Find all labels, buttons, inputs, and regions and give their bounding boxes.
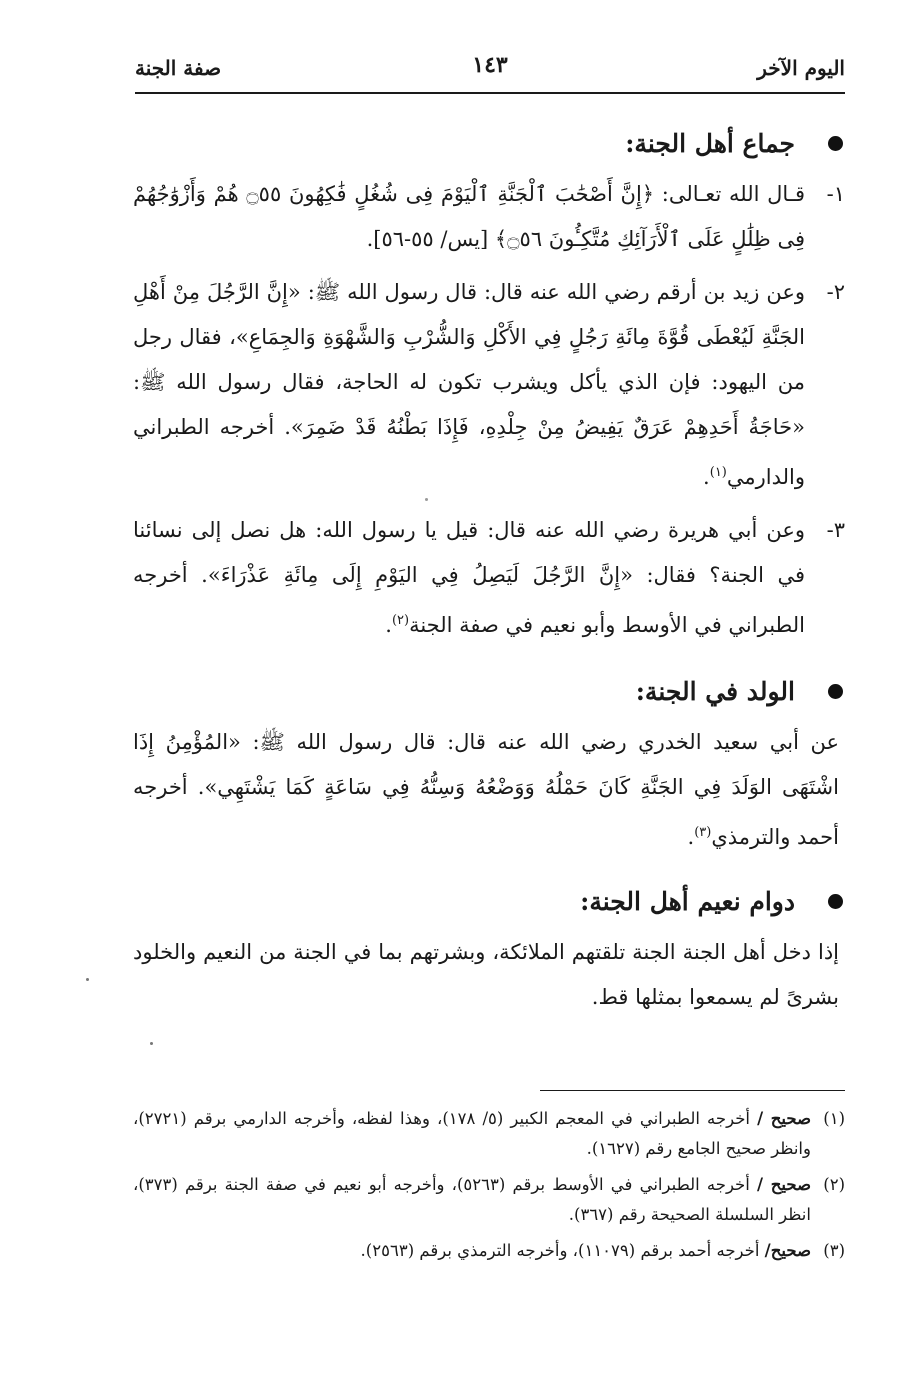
- section-heading: [133, 670, 845, 714]
- footnote: [133, 1104, 845, 1164]
- scan-speck: [150, 1042, 153, 1045]
- bullet-icon: [828, 136, 843, 151]
- section-heading-text: جماع أهل الجنة:: [625, 129, 795, 158]
- section-heading: [133, 122, 845, 166]
- footnote-text: أخرجه الطبراني في المعجم الكبير (٥/ ١٧٨)، وهذا لفظه، وأخرجه الدارمي برقم (٢٧٢١)، وانظر صحيح الجامع رقم (١٦٢٧).: [133, 1109, 811, 1158]
- item-number: ١-: [826, 182, 845, 206]
- paragraph-end-punct: .: [687, 825, 695, 849]
- bullet-icon: [828, 684, 843, 699]
- footnote-grade: صحيح /: [757, 1109, 811, 1128]
- paragraph-text: إذا دخل أهل الجنة الجنة تلقتهم الملائكة، وبشرتهم بما في الجنة من النعيم والخلود بشرىً لم يسمعوا بمثلها قط.: [133, 940, 839, 1009]
- item-text: قـال الله تعـالى: ﴿إِنَّ أَصْحَٰبَ ٱلْجَنَّةِ ٱلْيَوْمَ فِى شُغُلٍ فَٰكِهُونَ ۝٥٥ هُمْ وَأَزْوَٰجُهُمْ فِى ظِلَٰلٍ عَلَى ٱلْأَرَآئِكِ مُتَّكِـُٔونَ ۝٥٦﴾ [يس/ ٥٥-٥٦].: [133, 182, 805, 251]
- footnote-number: (١): [823, 1109, 845, 1128]
- paragraph-text: عن أبي سعيد الخدري رضي الله عنه قال: قال رسول الله ﷺ: «المُؤْمِنُ إِذَا اشْتَهَى الوَلَدَ فِي الجَنَّةِ كَانَ حَمْلُهُ وَوَضْعُهُ وَسِنُّهُ فِي سَاعَةٍ كَمَا يَشْتَهِي». أخرجه أحمد والترمذي: [133, 730, 839, 849]
- footnote-text: أخرجه أحمد برقم (١١٠٧٩)، وأخرجه الترمذي برقم (٢٥٦٣).: [360, 1241, 760, 1260]
- item-text: وعن زيد بن أرقم رضي الله عنه قال: قال رسول الله ﷺ: «إِنَّ الرَّجُلَ مِنْ أَهْلِ الجَنَّةِ لَيُعْطَى قُوَّةَ مِائَةِ رَجُلٍ فِي الأَكْلِ وَالشُّرْبِ وَالشَّهْوَةِ وَالجِمَاعِ»، فقال رجل من اليهود: فإن الذي يأكل ويشرب تكون له الحاجة، فقال رسول الله ﷺ: «حَاجَةُ أَحَدِهِمْ عَرَقٌ يَفِيضُ مِنْ جِلْدِهِ، فَإِذَا بَطْنُهُ قَدْ ضَمِرَ». أخرجه الطبراني والدارمي: [133, 280, 805, 489]
- section-heading-text: الولد في الجنة:: [635, 677, 795, 706]
- section-heading: [133, 880, 845, 924]
- footnote-grade: صحيح /: [757, 1175, 811, 1194]
- page-number: ١٤٣: [472, 52, 508, 78]
- footnotes: [133, 1104, 845, 1272]
- footnote-number: (٢): [823, 1175, 845, 1194]
- bullet-icon: [828, 894, 843, 909]
- footnote-divider: [540, 1090, 845, 1091]
- header-divider: [135, 92, 845, 94]
- item-number: ٣-: [826, 518, 845, 542]
- chapter-title: اليوم الآخر: [757, 56, 845, 80]
- footnote-ref[interactable]: (٢): [391, 613, 410, 628]
- footnote-ref[interactable]: (١): [709, 465, 727, 480]
- paragraph: [133, 930, 845, 1020]
- footnote-text: أخرجه الطبراني في الأوسط برقم (٥٢٦٣)، وأخرجه أبو نعيم في صفة الجنة برقم (٣٧٣)، انظر السلسلة الصحيحة رقم (٣٦٧).: [133, 1175, 811, 1224]
- item-end-punct: .: [385, 613, 392, 637]
- section-heading-text: دوام نعيم أهل الجنة:: [580, 887, 795, 916]
- footnote-grade: صحيح/: [764, 1241, 811, 1260]
- section-running-title: صفة الجنة: [135, 56, 222, 80]
- item-text: وعن أبي هريرة رضي الله عنه قال: قيل يا رسول الله: هل نصل إلى نسائنا في الجنة؟ فقال: «إِنَّ الرَّجُلَ لَيَصِلُ فِي اليَوْمِ إِلَى مِائَةِ عَذْرَاءَ». أخرجه الطبراني في الأوسط وأبو نعيم في صفة الجنة: [133, 518, 805, 637]
- paragraph: [133, 720, 845, 860]
- item-end-punct: .: [703, 465, 710, 489]
- footnote-ref[interactable]: (٣): [694, 825, 712, 840]
- footnote: [133, 1236, 845, 1266]
- main-content: [133, 122, 845, 1040]
- footnote: [133, 1170, 845, 1230]
- scan-speck: [425, 498, 428, 501]
- scan-speck: [86, 978, 89, 981]
- list-item: [133, 270, 845, 500]
- list-item: [133, 508, 845, 648]
- list-item: [133, 172, 845, 262]
- item-number: ٢-: [826, 280, 845, 304]
- page-header: [135, 52, 845, 92]
- footnote-number: (٣): [823, 1241, 845, 1260]
